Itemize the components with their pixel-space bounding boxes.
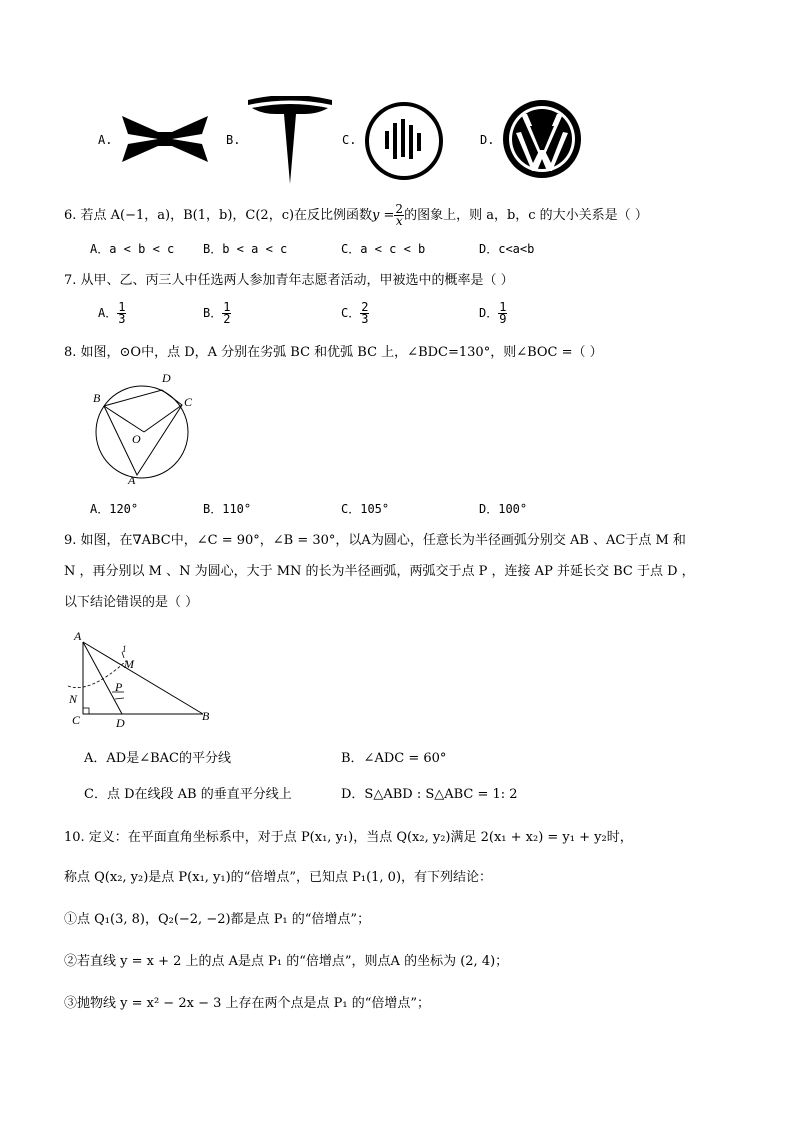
q7-c-num: 2 — [361, 300, 369, 314]
q8-stem: 8. 如图，⊙O中，点 D，A 分别在劣弧 BC 和优弧 BC 上，∠BDC=130°，则∠BOC =（ ） — [64, 345, 603, 360]
q7-option-c — [341, 302, 369, 325]
q6-fraction — [394, 204, 404, 227]
q6-frac-num: 2 — [395, 202, 404, 216]
x-wings-logo — [118, 110, 212, 168]
q6-option-c: C．a < c < b — [341, 242, 426, 256]
q10-line2: 称点 Q(x₂, y₂)是点 P(x₁, y₁)的“倍增点”，已知点 P₁(1, 0)，有下列结论： — [64, 870, 493, 885]
q5-option-a-letter: A. — [98, 133, 113, 147]
q7-b-den: 2 — [223, 312, 231, 326]
q8-label-a: A — [128, 473, 136, 487]
q6-option-b: B．b < a < c — [203, 242, 288, 256]
q7-option-d — [479, 302, 507, 325]
q6-stem-pre: 6. 若点 A(−1，a)，B(1，b)，C(2，c)在反比例函数 — [64, 208, 373, 223]
q8-label-b: B — [93, 391, 101, 405]
q9-label-n: N — [69, 692, 78, 706]
q7-d-den: 9 — [499, 312, 507, 326]
q7-option-b-frac — [222, 302, 231, 325]
q5-option-b-letter: B. — [226, 133, 241, 147]
q8-label-c: C — [184, 395, 193, 409]
q6-option-d: D．c<a<b — [479, 242, 535, 256]
q7-option-c-frac — [360, 302, 369, 325]
q7-c-den: 3 — [361, 312, 369, 326]
q9-label-d: D — [116, 716, 125, 730]
q9-line3: 以下结论错误的是（ ） — [64, 595, 199, 610]
q7-option-c-letter: C． — [341, 306, 361, 320]
circle-bars-logo — [364, 101, 444, 181]
q7-option-b-letter: B． — [203, 306, 223, 320]
t-shield-logo — [246, 96, 334, 184]
q6-stem — [64, 204, 648, 227]
q8-label-o: O — [132, 432, 141, 446]
q8-circle-figure — [84, 366, 204, 488]
q6-y-eq: y = — [372, 208, 395, 223]
q7-option-a — [98, 302, 126, 325]
q9-label-one: 1 — [122, 644, 127, 654]
q6-stem-post: 的图象上，则 a，b，c 的大小关系是（ ） — [404, 208, 648, 223]
q7-a-den: 3 — [118, 312, 126, 326]
q7-stem: 7. 从甲、乙、丙三人中任选两人参加青年志愿者活动，甲被选中的概率是（ ） — [64, 273, 514, 288]
q8-option-a: A．120° — [90, 502, 139, 516]
q7-option-a-letter: A． — [98, 306, 118, 320]
q7-a-num: 1 — [118, 300, 126, 314]
q9-label-b: B — [202, 709, 210, 723]
q8-option-b: B．110° — [203, 502, 252, 516]
q7-option-a-frac — [117, 302, 126, 325]
q7-option-d-frac — [498, 302, 507, 325]
q9-label-m: M — [124, 657, 134, 671]
q8-option-c: C．105° — [341, 502, 390, 516]
q9-option-a: A．AD是∠BAC的平分线 — [84, 751, 231, 766]
q9-label-c: C — [72, 713, 81, 727]
q6-option-a: A．a < b < c — [90, 242, 175, 256]
q9-option-b: B．∠ADC = 60° — [341, 751, 447, 766]
q9-label-p: P — [115, 680, 123, 694]
q7-b-num: 1 — [223, 300, 231, 314]
q10-item1: ①点 Q₁(3, 8)，Q₂(−2, −2)都是点 P₁ 的“倍增点”； — [64, 912, 371, 927]
q8-quadrilateral — [104, 390, 182, 475]
q8-option-d: D．100° — [479, 502, 528, 516]
q8-label-d: D — [162, 371, 171, 385]
q10-item3: ③抛物线 y = x² − 2x − 3 上存在两个点是点 P₁ 的“倍增点”； — [64, 996, 431, 1011]
q9-option-c: C．点 D在线段 AB 的垂直平分线上 — [84, 787, 292, 802]
q9-line1: 9. 如图，在∇ABC中，∠C = 90°，∠B = 30°，以A为圆心，任意长为半径画弧分别交 AB 、AC于点 M 和 — [64, 533, 686, 548]
q9-triangle-figure — [60, 628, 220, 732]
q10-item2: ②若直线 y = x + 2 上的点 A是点 P₁ 的“倍增点”，则点A 的坐标为 (2, 4)； — [64, 954, 509, 969]
q9-line2: N ，再分别以 M 、N 为圆心，大于 MN 的长为半径画弧，两弧交于点 P ，连接 AP 并延长交 BC 于点 D ， — [64, 564, 695, 579]
vw-logo — [502, 99, 582, 179]
q5-option-c-letter: C. — [342, 133, 357, 147]
q9-option-d: D．S△ABD : S△ABC = 1: 2 — [341, 787, 518, 802]
q9-label-a: A — [74, 629, 82, 643]
q10-line1: 10. 定义：在平面直角坐标系中，对于点 P(x₁, y₁)，当点 Q(x₂, y₂)满足 2(x₁ + x₂) = y₁ + y₂时， — [64, 830, 633, 845]
q7-option-d-letter: D． — [479, 306, 499, 320]
q5-option-d-letter: D. — [480, 133, 495, 147]
q6-frac-den: x — [395, 214, 403, 228]
q7-d-num: 1 — [499, 300, 507, 314]
q7-option-b — [203, 302, 231, 325]
